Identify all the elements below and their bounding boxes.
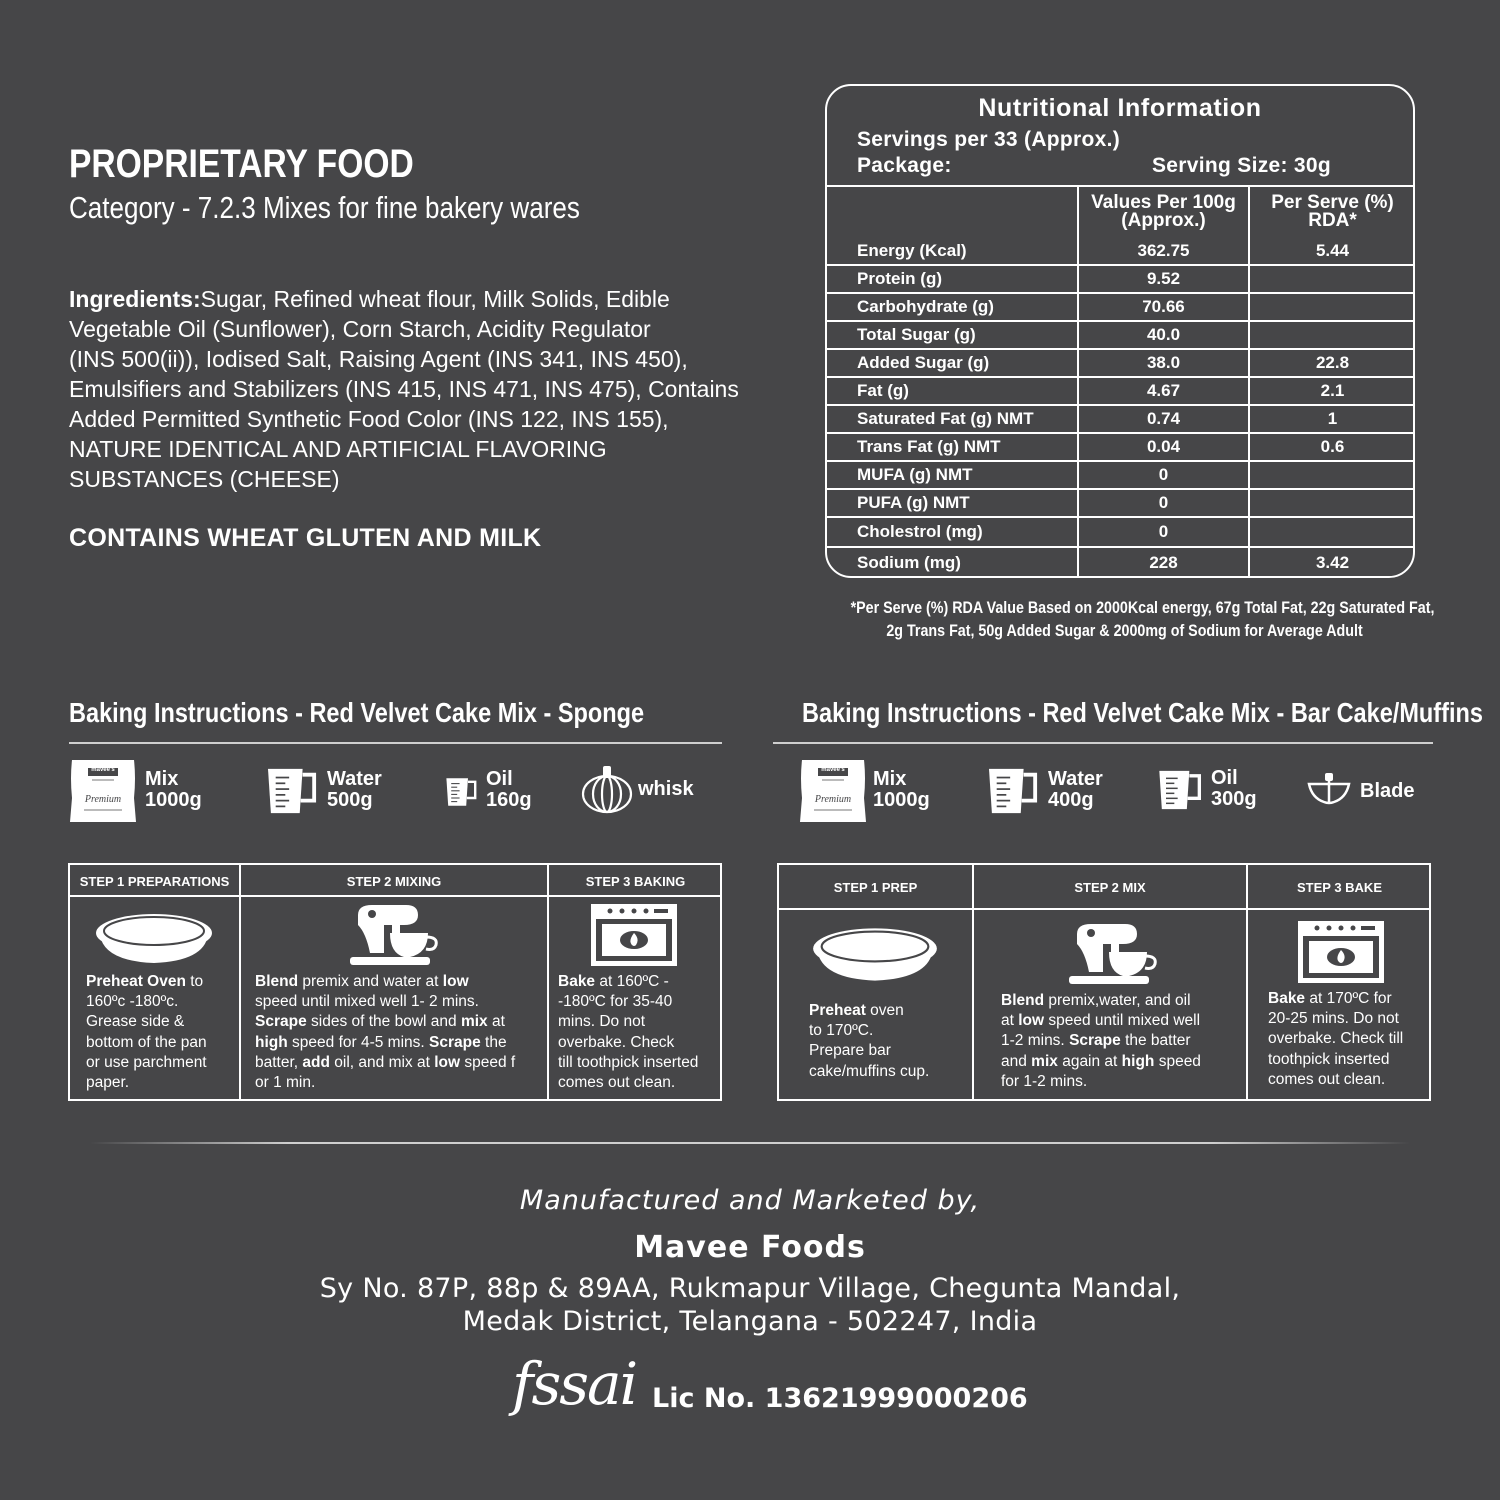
cake-mix-pack-icon: mavee's Premium bbox=[68, 758, 138, 824]
nutrient-name: Saturated Fat (g) NMT bbox=[857, 409, 1034, 428]
nutrient-name: Sodium (mg) bbox=[857, 553, 961, 572]
stand-mixer-icon bbox=[1059, 922, 1163, 986]
barcake-step3-text bbox=[1268, 989, 1403, 1090]
barcake-oil-label: Oil 300g bbox=[1211, 767, 1257, 810]
sponge-water-label: Water 500g bbox=[327, 768, 382, 811]
value-rda: 5.44 bbox=[1315, 241, 1350, 260]
nutrition-row bbox=[827, 322, 1413, 350]
step-text-line: batter, add oil, and mix at low speed f bbox=[255, 1053, 516, 1071]
nutrition-row bbox=[827, 378, 1413, 406]
step-text-line: or 1 min. bbox=[255, 1074, 316, 1092]
step-column-divider bbox=[972, 865, 974, 1099]
license-number: Lic No. 13621999000206 bbox=[652, 1383, 1028, 1414]
sponge-divider bbox=[69, 742, 722, 744]
sponge-step3-text bbox=[558, 972, 698, 1093]
barcake-heading: Baking Instructions - Red Velvet Cake Mix - Bar Cake/Muffins bbox=[802, 697, 1483, 728]
nutrition-row bbox=[827, 266, 1413, 294]
value-rda: 22.8 bbox=[1315, 353, 1350, 372]
address-line: Medak District, Telangana - 502247, India bbox=[462, 1306, 1038, 1337]
column-header-rda: Per Serve (%) RDA* bbox=[1271, 192, 1394, 231]
step-text-line: mins. Do not bbox=[558, 1013, 646, 1031]
nutrition-table bbox=[825, 84, 1415, 578]
step-text-line: speed until mixed well 1- 2 mins. bbox=[255, 993, 479, 1011]
nutrition-row bbox=[827, 462, 1413, 490]
barcake-water-label: Water 400g bbox=[1048, 768, 1103, 811]
nutrient-name: Energy (Kcal) bbox=[857, 241, 967, 260]
product-category: Category - 7.2.3 Mixes for fine bakery wares bbox=[69, 190, 580, 225]
step-text-line: overbake. Check bbox=[558, 1033, 675, 1051]
step-text-line: at low speed until mixed well bbox=[1001, 1012, 1201, 1030]
sponge-oil-label: Oil 160g bbox=[486, 768, 532, 811]
value-per-100g: 228 bbox=[1149, 553, 1178, 572]
barcake-tool-label: Blade bbox=[1360, 780, 1415, 802]
value-rda: 2.1 bbox=[1320, 381, 1345, 400]
nutrient-name: Trans Fat (g) NMT bbox=[857, 437, 1001, 456]
step-text-line: to 170ºC. bbox=[809, 1022, 874, 1040]
step-text-line: Blend premix and water at low bbox=[255, 973, 469, 990]
column-header-per100: Values Per 100g (Approx.) bbox=[1091, 192, 1236, 231]
barcake-step3-header: STEP 3 BAKE bbox=[1296, 880, 1382, 895]
whisk-icon bbox=[580, 764, 634, 816]
step-column-divider bbox=[1246, 865, 1248, 1099]
step-text-line: Bake at 160ºC - bbox=[558, 973, 669, 990]
step-text-line: high speed for 4-5 mins. Scrape the bbox=[255, 1033, 507, 1051]
nutrient-name: Cholestrol (mg) bbox=[857, 522, 983, 541]
step-text-line: Grease side & bbox=[86, 1013, 185, 1031]
value-rda: 0.6 bbox=[1320, 437, 1345, 456]
nutrient-name: MUFA (g) NMT bbox=[857, 465, 973, 484]
oven-icon bbox=[590, 903, 678, 967]
step-text-line: comes out clean. bbox=[1268, 1070, 1386, 1088]
fssai-logo: fssai bbox=[512, 1350, 637, 1418]
value-rda: 3.42 bbox=[1315, 553, 1350, 572]
step-header-divider bbox=[779, 908, 1429, 910]
nutrition-row bbox=[827, 294, 1413, 322]
value-per-100g: 70.66 bbox=[1142, 297, 1185, 316]
step-text-line: Scrape sides of the bowl and mix at bbox=[255, 1013, 505, 1031]
step-text-line: overbake. Check till bbox=[1268, 1030, 1404, 1048]
step-text-line: Prepare bar bbox=[809, 1042, 891, 1060]
step-text-line: Preheat oven bbox=[809, 1002, 904, 1019]
servings-line: Servings per 33 (Approx.) bbox=[857, 128, 1121, 151]
ingredients-line: Emulsifiers and Stabilizers (INS 415, INS 471, INS 475), Contains bbox=[69, 376, 739, 402]
nutrient-name: Added Sugar (g) bbox=[857, 353, 990, 372]
barcake-step1-header: STEP 1 PREP bbox=[833, 880, 918, 895]
cake-pan-icon bbox=[94, 909, 214, 969]
cake-mix-pack-icon: mavee's Premium bbox=[798, 758, 868, 824]
step-text-line: -180ºC for 35-40 bbox=[558, 993, 673, 1011]
serving-size: Serving Size: 30g bbox=[1152, 154, 1331, 177]
header-divider bbox=[827, 185, 1413, 187]
step-text-line: 20-25 mins. Do not bbox=[1268, 1010, 1399, 1028]
rda-footnote: *Per Serve (%) RDA Value Based on 2000Kcal energy, 67g Total Fat, 22g Saturated Fat, 2g Trans Fat, 50g Added Sugar & 2000mg of Sodium for Average Adult bbox=[850, 598, 1435, 640]
value-rda: 1 bbox=[1327, 409, 1338, 428]
sponge-step2-text bbox=[255, 972, 515, 1093]
measuring-jug-icon bbox=[985, 766, 1043, 816]
ingredients-label: Ingredients: bbox=[69, 286, 201, 312]
step-header-divider bbox=[70, 895, 720, 897]
step-text-line: 160ºc -180ºc. bbox=[86, 993, 179, 1011]
nutrient-name: Carbohydrate (g) bbox=[857, 297, 994, 316]
step-text-line: cake/muffins cup. bbox=[809, 1062, 930, 1080]
cake-pan-icon bbox=[805, 923, 945, 987]
step-text-line: and mix again at high speed bbox=[1001, 1052, 1201, 1070]
sponge-step1-text bbox=[86, 972, 207, 1093]
oil-cup-icon bbox=[444, 776, 480, 808]
nutrition-row bbox=[827, 548, 1413, 578]
nutrition-row bbox=[827, 406, 1413, 434]
step-text-line: Blend premix,water, and oil bbox=[1001, 992, 1191, 1009]
product-title: PROPRIETARY FOOD bbox=[69, 142, 414, 186]
value-per-100g: 0 bbox=[1158, 522, 1169, 541]
value-per-100g: 40.0 bbox=[1146, 325, 1181, 344]
package-label: Package: bbox=[857, 154, 952, 177]
nutrition-row bbox=[827, 350, 1413, 378]
nutrient-name: Fat (g) bbox=[857, 381, 909, 400]
barcake-step2-text bbox=[1001, 991, 1201, 1092]
step-column-divider bbox=[239, 865, 241, 1099]
step-text-line: Bake at 170ºC for bbox=[1268, 990, 1392, 1007]
sponge-step2-header: STEP 2 MIXING bbox=[346, 874, 442, 889]
step-text-line: toothpick inserted bbox=[1268, 1050, 1390, 1068]
barcake-mix-label: Mix 1000g bbox=[873, 768, 930, 811]
step-text-line: till toothpick inserted bbox=[558, 1053, 699, 1071]
stand-mixer-icon bbox=[340, 903, 444, 967]
sponge-step3-header: STEP 3 BAKING bbox=[585, 874, 686, 889]
measuring-jug-icon bbox=[264, 766, 322, 816]
nutrient-name: PUFA (g) NMT bbox=[857, 493, 970, 512]
step-text-line: bottom of the pan bbox=[86, 1033, 207, 1051]
sponge-steps-table bbox=[68, 863, 722, 1101]
manufactured-by-label: Manufactured and Marketed by, bbox=[519, 1185, 981, 1216]
step-text-line: 1-2 mins. Scrape the batter bbox=[1001, 1032, 1191, 1050]
sponge-heading: Baking Instructions - Red Velvet Cake Mix - Sponge bbox=[69, 697, 645, 728]
step-column-divider bbox=[547, 865, 549, 1099]
oil-cup-icon bbox=[1156, 768, 1206, 812]
allergen-statement: CONTAINS WHEAT GLUTEN AND MILK bbox=[69, 524, 542, 552]
oven-icon bbox=[1297, 920, 1385, 984]
ingredients-line: (INS 500(ii)), Iodised Salt, Raising Agent (INS 341, INS 450), bbox=[69, 346, 688, 372]
value-per-100g: 38.0 bbox=[1146, 353, 1181, 372]
sponge-tool-label: whisk bbox=[638, 778, 694, 800]
value-per-100g: 9.52 bbox=[1146, 269, 1181, 288]
ingredients-line: Added Permitted Synthetic Food Color (INS 122, INS 155), bbox=[69, 406, 669, 432]
nutrition-row bbox=[827, 434, 1413, 462]
nutrition-row bbox=[827, 238, 1413, 266]
nutrient-name: Protein (g) bbox=[857, 269, 942, 288]
value-per-100g: 0 bbox=[1158, 493, 1169, 512]
barcake-step1-text bbox=[809, 1001, 929, 1082]
step-text-line: comes out clean. bbox=[558, 1074, 676, 1092]
address-line: Sy No. 87P, 88p & 89AA, Rukmapur Village, Chegunta Mandal, bbox=[319, 1273, 1181, 1304]
step-text-line: for 1-2 mins. bbox=[1001, 1072, 1088, 1090]
value-per-100g: 0 bbox=[1158, 465, 1169, 484]
value-per-100g: 0.74 bbox=[1146, 409, 1181, 428]
nutrient-name: Total Sugar (g) bbox=[857, 325, 976, 344]
barcake-steps-table bbox=[777, 863, 1431, 1101]
nutrition-row bbox=[827, 518, 1413, 548]
value-per-100g: 4.67 bbox=[1146, 381, 1181, 400]
sponge-step1-header: STEP 1 PREPARATIONS bbox=[79, 874, 230, 889]
ingredients-line: Ingredients:Sugar, Refined wheat flour, Milk Solids, Edible bbox=[69, 286, 670, 312]
barcake-divider bbox=[773, 742, 1433, 744]
ingredients-line: SUBSTANCES (CHEESE) bbox=[69, 466, 340, 492]
ingredients-text bbox=[69, 284, 769, 494]
step-text-line: or use parchment bbox=[86, 1053, 207, 1071]
footer-divider bbox=[90, 1142, 1410, 1144]
nutrition-row bbox=[827, 490, 1413, 518]
ingredients-line: NATURE IDENTICAL AND ARTIFICIAL FLAVORING bbox=[69, 436, 607, 462]
blade-icon bbox=[1306, 772, 1352, 808]
step-text-line: paper. bbox=[86, 1074, 130, 1092]
value-per-100g: 0.04 bbox=[1146, 437, 1181, 456]
value-per-100g: 362.75 bbox=[1137, 241, 1190, 260]
barcake-step2-header: STEP 2 MIX bbox=[1074, 880, 1146, 895]
sponge-mix-label: Mix 1000g bbox=[145, 768, 202, 811]
company-name: Mavee Foods bbox=[634, 1230, 866, 1265]
nutrition-title: Nutritional Information bbox=[978, 94, 1262, 122]
ingredients-line: Vegetable Oil (Sunflower), Corn Starch, Acidity Regulator bbox=[69, 316, 651, 342]
step-text-line: Preheat Oven to bbox=[86, 973, 204, 990]
